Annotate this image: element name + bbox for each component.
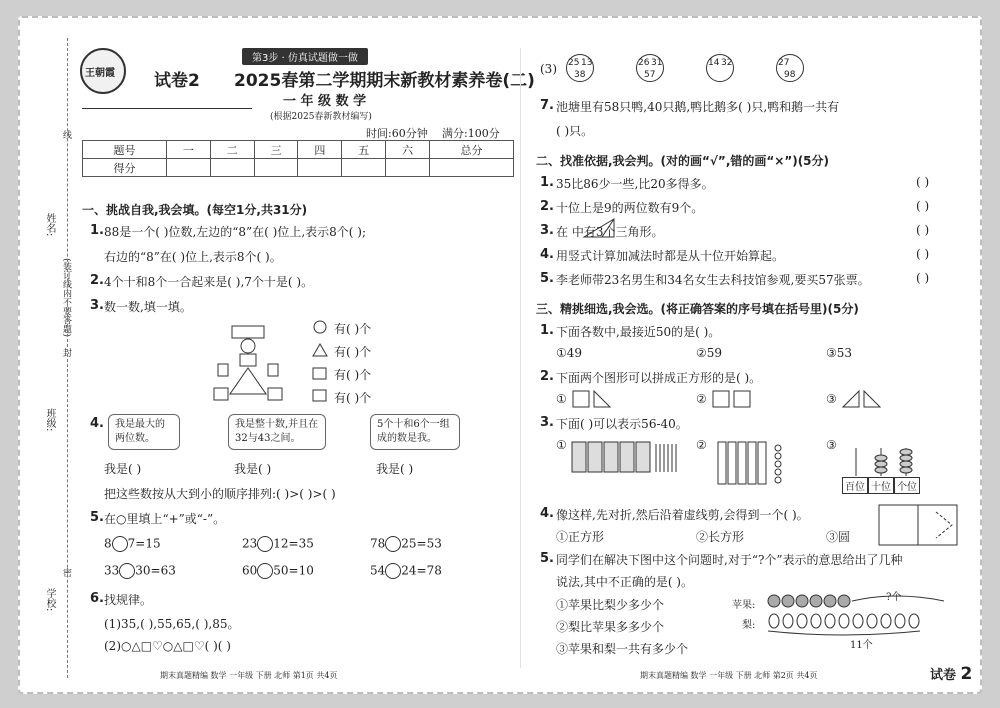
total-count: 11个 — [850, 640, 873, 651]
c4-option[interactable]: ②长方形 — [696, 530, 745, 544]
bubble-3: 5个十和6个一组成的数是我。 — [370, 414, 460, 450]
column-divider — [520, 48, 521, 668]
fold-figure — [878, 504, 960, 546]
q4-sort: 把这些数按从大到小的顺序排列:( )>( )>( ) — [104, 487, 336, 501]
c4-text: 像这样,先对折,然后沿着虚线剪,会得到一个( )。 — [556, 508, 809, 522]
q4-answer-3: 我是( ) — [376, 462, 414, 476]
apple-label: 苹果: — [732, 600, 756, 611]
q5-blank[interactable] — [257, 563, 273, 579]
c3-option[interactable]: ③ — [826, 438, 837, 452]
number-pie: 14 32 — [706, 54, 734, 82]
time-limit: 时间:60分钟 — [366, 127, 428, 140]
section-3-title: 三、精挑细选,我会选。(将正确答案的序号填在括号里)(5分) — [536, 302, 859, 316]
c2-shapes-2 — [712, 390, 756, 408]
q6-part-2: (2)○△□♡○△□♡( )( ) — [104, 639, 231, 653]
q5-item: 8 7=15 — [104, 536, 161, 551]
judge-answer[interactable]: ( ) — [916, 271, 930, 285]
q3-square-count: 有( )个 — [334, 368, 372, 382]
judge-number: 4. — [540, 247, 554, 262]
q5-blank[interactable] — [119, 563, 135, 579]
q3-rect-count: 有( )个 — [334, 391, 372, 405]
score-cell[interactable] — [342, 159, 386, 177]
q6-number: 6. — [90, 591, 104, 606]
judge-answer[interactable]: ( ) — [916, 199, 930, 213]
bubble-1: 我是最大的两位数。 — [108, 414, 180, 450]
score-header: 二 — [210, 141, 254, 159]
stick-bundles — [570, 438, 698, 478]
step-badge: 第3步 · 仿真试题做一做 — [242, 48, 368, 65]
section-2-title: 二、找准依据,我会判。(对的画“√”,错的画“×”)(5分) — [536, 154, 830, 168]
bubble-2: 我是整十数,并且在32与43之间。 — [228, 414, 326, 450]
c2-shapes-3 — [842, 390, 886, 408]
q5-item: 23 12=35 — [242, 536, 314, 551]
q5-item: 78 25=53 — [370, 536, 442, 551]
paper-tag: 试卷 2 — [930, 664, 973, 684]
school-label: 学校: — [44, 588, 55, 612]
triangle-figure — [582, 217, 616, 239]
q3-number: 3. — [90, 298, 104, 313]
q1-line-2: 右边的“8”在( )位上,表示8个( )。 — [104, 250, 282, 264]
binding-mark-seal: 封 — [61, 348, 71, 357]
c2-number: 2. — [540, 369, 554, 384]
c5-option[interactable]: ③苹果和梨一共有多少个 — [556, 642, 689, 656]
score-cell[interactable] — [386, 159, 430, 177]
score-header: 题号 — [83, 141, 167, 159]
q4-answer-1: 我是( ) — [104, 462, 142, 476]
c3-option[interactable]: ② — [696, 438, 707, 452]
judge-number: 1. — [540, 175, 554, 190]
q2-number: 2. — [90, 273, 104, 288]
q6-part-1: (1)35,( ),55,65,( ),85。 — [104, 617, 240, 631]
abacus-rods — [842, 448, 920, 478]
c2-shapes-1 — [572, 390, 616, 408]
score-header: 三 — [254, 141, 298, 159]
score-header: 一 — [167, 141, 211, 159]
judge-item: 十位上是9的两位数有9个。 — [556, 201, 704, 215]
score-cell[interactable] — [210, 159, 254, 177]
c5-line-1: 同学们在解决下图中这个问题时,对于“?个”表示的意思给出了几种 — [556, 553, 903, 567]
score-cell[interactable] — [167, 159, 211, 177]
q5-blank[interactable] — [257, 536, 273, 552]
score-row-label: 得分 — [83, 159, 167, 177]
binding-mark-line: 线 — [61, 130, 71, 139]
c1-number: 1. — [540, 323, 554, 338]
score-header: 五 — [342, 141, 386, 159]
q7-number: 7. — [540, 98, 554, 113]
c4-option[interactable]: ①正方形 — [556, 530, 605, 544]
paper-title: 2025春第二学期期末新教材素养卷(二) — [234, 71, 535, 91]
abacus-label: 个位 — [894, 477, 920, 494]
q5-text: 在○里填上“+”或“-”。 — [104, 512, 226, 526]
class-label: 班级: — [44, 408, 55, 432]
q6-part-3: (3) — [540, 62, 557, 76]
score-cell[interactable] — [429, 159, 513, 177]
q5-blank[interactable] — [112, 536, 128, 552]
judge-answer[interactable]: ( ) — [916, 175, 930, 189]
q5-item: 60 50=10 — [242, 563, 314, 578]
question-count: ?个 — [886, 592, 902, 603]
c2-option[interactable]: ② — [696, 392, 707, 406]
footer-left: 期末真题精编 数学 一年级 下册 北师 第1页 共4页 — [160, 671, 338, 680]
number-pie: 26 31 57 — [636, 54, 664, 82]
c2-text: 下面两个图形可以拼成正方形的是( )。 — [556, 371, 762, 385]
c2-option[interactable]: ③ — [826, 392, 837, 406]
shape-figure — [210, 324, 300, 402]
c1-option[interactable]: ①49 — [556, 346, 583, 360]
paper-subtitle: 一 年 级 数 学 — [283, 94, 367, 109]
q6-text: 找规律。 — [104, 593, 153, 607]
c5-line-2: 说法,其中不正确的是( )。 — [556, 575, 693, 589]
c3-number: 3. — [540, 415, 554, 430]
q1-line-1: 88是一个( )位数,左边的“8”在( )位上,表示8个( ); — [104, 225, 367, 239]
number-pie: 27 98 — [776, 54, 804, 82]
c4-number: 4. — [540, 506, 554, 521]
q7-line-2: ( )只。 — [556, 124, 594, 138]
judge-item: 35比86少一些,比20多得多。 — [556, 177, 714, 191]
score-cell[interactable] — [254, 159, 298, 177]
judge-item: 李老师带23名男生和34名女生去科技馆参观,要买57张票。 — [556, 273, 870, 287]
binding-mark-secret: 密 — [61, 568, 71, 577]
section-1-title: 一、挑战自我,我会填。(每空1分,共31分) — [82, 203, 308, 217]
footer-right: 期末真题精编 数学 一年级 下册 北师 第2页 共4页 — [640, 671, 818, 680]
abacus-label: 十位 — [868, 477, 894, 494]
c5-option[interactable]: ②梨比苹果多多少个 — [556, 620, 665, 634]
q4-number: 4. — [90, 416, 104, 431]
fruit-diagram — [766, 593, 958, 637]
judge-item: 在 中有3个三角形。 — [556, 225, 664, 239]
score-table — [82, 140, 514, 177]
c3-text: 下面( )可以表示56-40。 — [556, 417, 688, 431]
brand-logo: 王朝霞 — [80, 48, 126, 94]
c1-option[interactable]: ③53 — [826, 346, 853, 360]
paper-number: 试卷2 — [154, 71, 200, 91]
q5-item: 54 24=78 — [370, 563, 442, 578]
q3-circle-count: 有( )个 — [334, 322, 372, 336]
pear-label: 梨: — [742, 620, 756, 631]
judge-number: 3. — [540, 223, 554, 238]
c4-option[interactable]: ③圆 — [826, 530, 851, 544]
c2-option[interactable]: ① — [556, 392, 567, 406]
q5-blank[interactable] — [385, 563, 401, 579]
judge-answer[interactable]: ( ) — [916, 223, 930, 237]
q5-item: 33 30=63 — [104, 563, 176, 578]
c1-text: 下面各数中,最接近50的是( )。 — [556, 325, 721, 339]
judge-answer[interactable]: ( ) — [916, 247, 930, 261]
full-score: 满分:100分 — [442, 127, 500, 140]
score-header: 总分 — [429, 141, 513, 159]
q5-blank[interactable] — [385, 536, 401, 552]
header-rule — [82, 108, 252, 109]
q3-triangle-count: 有( )个 — [334, 345, 372, 359]
judge-number: 5. — [540, 271, 554, 286]
score-cell[interactable] — [298, 159, 342, 177]
q4-answer-2: 我是( ) — [234, 462, 272, 476]
q5-number: 5. — [90, 510, 104, 525]
c5-number: 5. — [540, 551, 554, 566]
judge-item: 用竖式计算加减法时都是从十位开始算起。 — [556, 249, 785, 263]
score-header: 四 — [298, 141, 342, 159]
c1-option[interactable]: ②59 — [696, 346, 723, 360]
abacus-label: 百位 — [842, 477, 868, 494]
name-label: 姓名: — [44, 213, 55, 237]
exam-sheet — [18, 16, 982, 694]
score-header: 六 — [386, 141, 430, 159]
c3-option[interactable]: ① — [556, 438, 567, 452]
binding-warning: (装订线内不要答题) — [61, 258, 71, 338]
q7-line-1: 池塘里有58只鸭,40只鹅,鸭比鹅多( )只,鸭和鹅一共有 — [556, 100, 840, 114]
dot-grid — [716, 440, 806, 486]
q3-text: 数一数,填一填。 — [104, 300, 192, 314]
shape-legend — [312, 320, 328, 402]
judge-number: 2. — [540, 199, 554, 214]
number-pie: 25 13 38 — [566, 54, 594, 82]
q2-text: 4个十和8个一合起来是( ),7个十是( )。 — [104, 275, 314, 289]
c5-option[interactable]: ①苹果比梨少多少个 — [556, 598, 665, 612]
paper-note: (根据2025春新教材编写) — [270, 112, 372, 122]
binding-line — [67, 38, 68, 678]
q1-number: 1. — [90, 223, 104, 238]
